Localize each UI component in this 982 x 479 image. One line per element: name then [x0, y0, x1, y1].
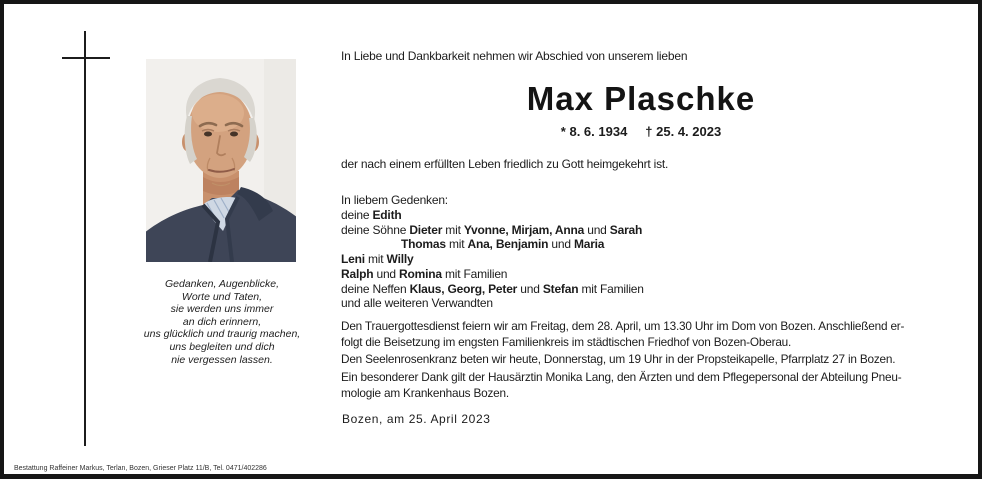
- paragraph-line: mologie am Krankenhaus Bozen.: [341, 386, 509, 400]
- birth-date: * 8. 6. 1934: [560, 124, 628, 139]
- poem-line: uns begleiten und dich: [169, 340, 275, 353]
- funeral-service-paragraph: [341, 318, 904, 350]
- cross-vertical-bar: [84, 31, 86, 446]
- place-and-date: Bozen, am 25. April 2023: [342, 412, 491, 426]
- mourners-heading: In liebem Gedenken:: [341, 193, 448, 207]
- poem-line: an dich erinnern,: [182, 315, 262, 328]
- paragraph-line: Den Trauergottesdienst feiern wir am Freitag, dem 28. April, um 13.30 Uhr im Dom von Bozen. Anschließend er-: [341, 319, 905, 333]
- portrait-photo: [146, 59, 296, 262]
- mourner-line: deine Edith: [341, 208, 402, 222]
- deceased-name: Max Plaschke: [526, 80, 756, 117]
- mourner-line: Thomas mit Ana, Benjamin und Maria: [401, 237, 605, 252]
- portrait-photo-image: [146, 59, 296, 262]
- mourner-line: Leni mit Willy: [341, 252, 414, 267]
- poem-line: Gedanken, Augenblicke,: [164, 278, 280, 290]
- mourner-line: deine Söhne Dieter mit Yvonne, Mirjam, Anna und Sarah: [341, 222, 643, 237]
- poem-line: Worte und Taten,: [181, 290, 263, 303]
- paragraph-line: Ein besonderer Dank gilt der Hausärztin Monika Lang, den Ärzten und dem Pflegepersonal der Abteilung Pneu-: [341, 370, 902, 384]
- poem-line: sie werden uns immer: [170, 303, 274, 316]
- cross-horizontal-bar: [62, 57, 110, 59]
- poem-line: nie vergessen lassen.: [171, 353, 273, 366]
- thanks-paragraph: [341, 369, 901, 401]
- life-dates: [341, 124, 941, 139]
- paragraph-line: Den Seelenrosenkranz beten wir heute, Donnerstag, um 19 Uhr in der Propsteikapelle, Pfarrplatz 27 in Bozen.: [341, 352, 896, 366]
- poem-line: uns glücklich und traurig machen,: [143, 328, 301, 341]
- memorial-poem: [117, 278, 327, 366]
- mourner-line: und alle weiteren Verwandten: [341, 296, 493, 311]
- mourners-list: [341, 208, 644, 311]
- mourner-line: Ralph und Romina mit Familien: [341, 266, 508, 281]
- intro-line: In Liebe und Dankbarkeit nehmen wir Abschied von unserem lieben: [341, 49, 688, 63]
- rosary-paragraph: [341, 351, 895, 367]
- passing-line: der nach einem erfüllten Leben friedlich zu Gott heimgekehrt ist.: [341, 157, 669, 171]
- mourner-line: deine Neffen Klaus, Georg, Peter und Stefan mit Familien: [341, 281, 644, 296]
- funeral-home-info: Bestattung Raffeiner Markus, Terlan, Bozen, Grieser Platz 11/B, Tel. 0471/402286: [14, 465, 267, 472]
- death-date: † 25. 4. 2023: [645, 124, 722, 139]
- paragraph-line: folgt die Beisetzung im engsten Familienkreis im städtischen Friedhof von Bozen-Oberau.: [341, 335, 792, 349]
